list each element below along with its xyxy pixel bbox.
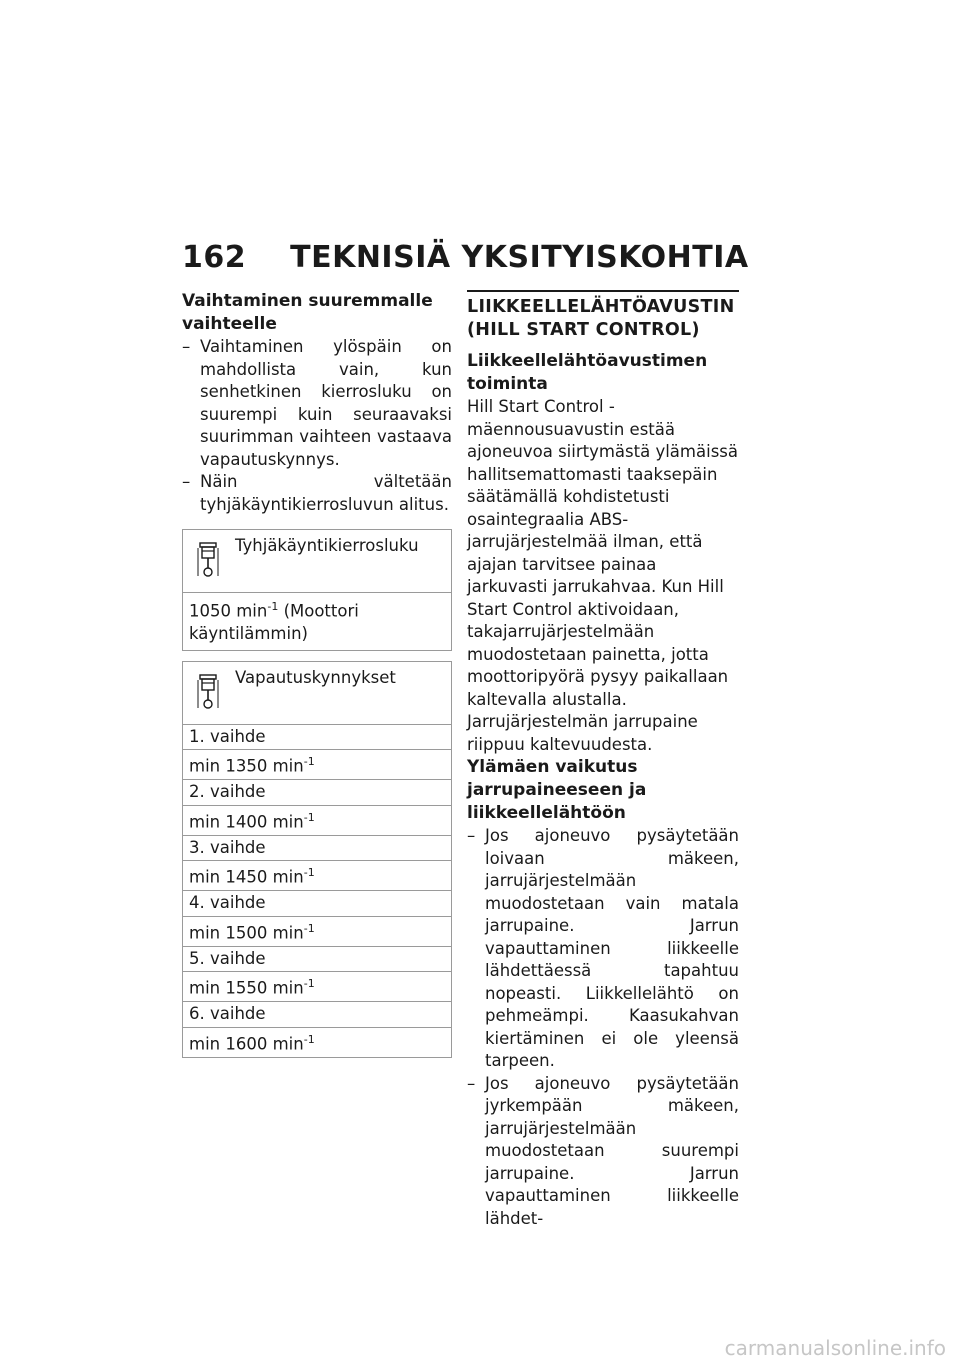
- spec-header: [183, 662, 451, 725]
- list-item: – Vaihtaminen ylöspäin on mahdollista vain, kun senhetkinen kierrosluku on suurempi kuin seuraavaksi suurimman vaihteen vastaava vapautuskynnys.: [182, 336, 452, 471]
- unit-exponent: -1: [267, 600, 279, 613]
- section-heading: Vaihtaminen suuremmalle vaihteelle: [182, 291, 433, 334]
- spec-label: Vapautuskynnykset: [235, 667, 396, 687]
- gear-label: 1. vaihde: [183, 725, 451, 751]
- gear-threshold: min 1450 $\min^{-1}$: [183, 861, 451, 891]
- spec-value-note: (Moottori käyntilämmin): [189, 601, 359, 643]
- gear-threshold: min 1500 $\min^{-1}$: [183, 917, 451, 947]
- page-title: TEKNISIÄ YKSITYISKOHTIA: [290, 240, 749, 275]
- list-item: – Jos ajoneuvo pysäytetään jyrkempään mäkeen, jarrujärjestelmään muodostetaan suurempi jarrupaine. Jarrun vapauttaminen liikkeelle lähdet-: [467, 1073, 739, 1231]
- section-title: LIIKKEELLELÄHTÖAVUSTIN (HILL START CONTROL): [467, 290, 739, 342]
- page-header: [182, 240, 749, 275]
- spec-value-main: 1050 min: [189, 601, 268, 621]
- gear-label: 6. vaihde: [183, 1002, 451, 1028]
- gear-threshold: min 1350 $\min^{-1}$: [183, 750, 451, 780]
- spec-header: [183, 530, 451, 593]
- gear-label: 3. vaihde: [183, 836, 451, 862]
- gear-threshold: min 1400 $\min^{-1}$: [183, 806, 451, 836]
- list-item: – Näin vältetään tyhjäkäyntikierrosluvun alitus.: [182, 471, 452, 516]
- spec-value: [183, 593, 451, 650]
- engine-rpm-icon: [197, 674, 219, 714]
- gear-label: 2. vaihde: [183, 780, 451, 806]
- engine-rpm-icon: [197, 542, 219, 582]
- gear-label: 5. vaihde: [183, 947, 451, 973]
- watermark: carmanualsonline.info: [724, 1336, 946, 1360]
- spec-label: Tyhjäkäyntikierrosluku: [235, 536, 419, 555]
- gear-threshold: min 1600 $\min^{-1}$: [189, 1032, 315, 1053]
- page-number: 162: [182, 240, 247, 275]
- list-item: – Jos ajoneuvo pysäytetään loivaan mäkeen, jarrujärjestelmään muodostetaan vain matala jarrupaine. Jarrun vapauttaminen liikkeelle lähdettäessä tapahtuu nopeasti. Liikkellelähtö on pehmeämpi. Kaasukahvan kiertäminen ei ole yleensä tarpeen.: [467, 825, 739, 1073]
- paragraph: Jarrujärjestelmän jarrupaine riippuu kaltevuudesta.: [467, 712, 698, 754]
- right-column: [467, 290, 739, 1230]
- spec-table-idle: [182, 529, 452, 651]
- left-column: [182, 290, 452, 1058]
- gear-threshold: min 1550 $\min^{-1}$: [183, 972, 451, 1002]
- gear-label: 4. vaihde: [183, 891, 451, 917]
- spec-table-release: [182, 661, 452, 1058]
- paragraph: Hill Start Control -mäennousuavustin estää ajoneuvoa siirtymästä ylämäissä hallitsemattomasti taaksepäin säätämällä kohdistetusti osaintegraalia ABS-jarrujärjestelmää ilman, että ajajan tarvitsee painaa jarkuvasti jarrukahvaa. Kun Hill Start Control aktivoidaan, takajarrujärjestelmään muodostetaan painetta, jotta moottoripyörä pysyy paikallaan kaltevalla alustalla.: [467, 397, 738, 709]
- subsection-heading: Ylämäen vaikutus jarrupaineeseen ja liikkeellelähtöön: [467, 757, 647, 823]
- subsection-heading: Liikkeellelähtöavustimen toiminta: [467, 351, 708, 394]
